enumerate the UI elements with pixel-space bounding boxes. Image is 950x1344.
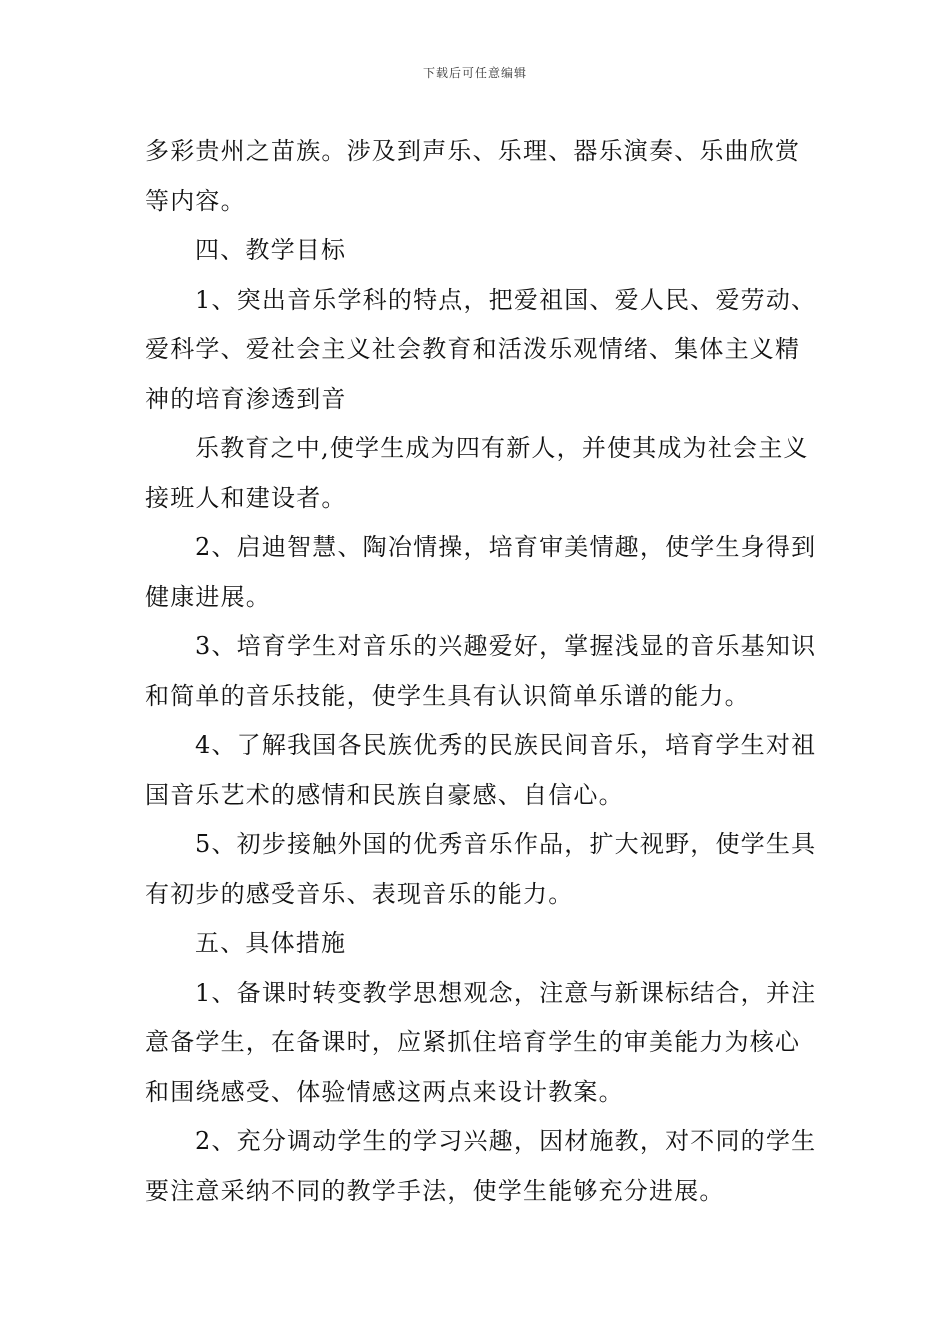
goal-item-4: 4、了解我国各民族优秀的民族民间音乐，培育学生对祖国音乐艺术的感情和民族自豪感、自信心。 bbox=[145, 731, 817, 809]
measure-item-1: 1、备课时转变教学思想观念，注意与新课标结合，并注意备学生，在备课时，应紧抓住培育学生的审美能力为核心和围绕感受、体验情感这两点来设计教案。 bbox=[145, 978, 817, 1106]
section-heading-measures: 五、具体措施 bbox=[195, 929, 347, 957]
goal-item-5: 5、初步接触外国的优秀音乐作品，扩大视野，使学生具有初步的感受音乐、表现音乐的能力。 bbox=[145, 830, 817, 908]
section-heading-teaching-goals: 四、教学目标 bbox=[195, 236, 347, 264]
paragraph-intro-continuation: 多彩贵州之苗族。涉及到声乐、乐理、器乐演奏、乐曲欣赏等内容。 bbox=[145, 137, 801, 215]
goal-item-1: 1、突出音乐学科的特点，把爱祖国、爱人民、爱劳动、爱科学、爱社会主义社会教育和活泼乐观情绪、集体主义精神的培育渗透到音 bbox=[145, 285, 817, 413]
document-body bbox=[145, 127, 825, 1216]
goal-item-2: 2、启迪智慧、陶冶情操，培育审美情趣，使学生身得到健康进展。 bbox=[145, 533, 817, 611]
goal-item-3: 3、培育学生对音乐的兴趣爱好，掌握浅显的音乐基知识和简单的音乐技能，使学生具有认识简单乐谱的能力。 bbox=[145, 632, 817, 710]
page-header: 下载后可任意编辑 bbox=[422, 66, 527, 80]
goal-item-1-continuation: 乐教育之中,使学生成为四有新人，并使其成为社会主义接班人和建设者。 bbox=[145, 434, 809, 512]
measure-item-2: 2、充分调动学生的学习兴趣，因材施教，对不同的学生要注意采纳不同的教学手法，使学生能够充分进展。 bbox=[145, 1127, 817, 1205]
